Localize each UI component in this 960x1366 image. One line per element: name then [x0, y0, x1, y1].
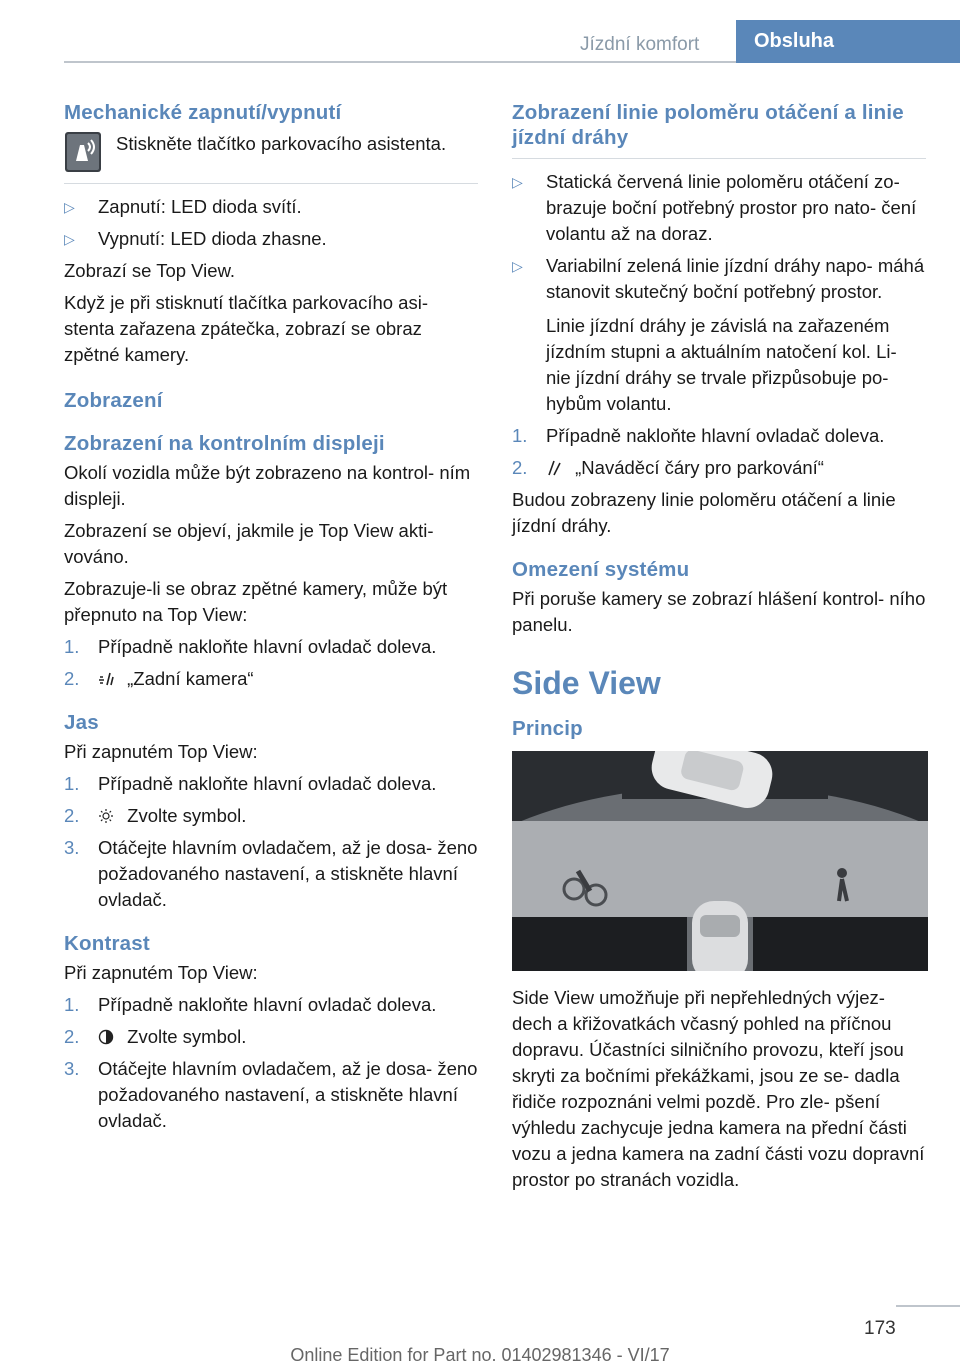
brightness-icon [98, 808, 114, 824]
list-text: „Naváděcí čáry pro parkování“ [575, 457, 824, 478]
paragraph: Zobrazení se objeví, jakmile je Top View akti‐ vováno. [64, 520, 434, 567]
list-number: 1. [64, 994, 80, 1015]
heading-lines: Zobrazení linie poloměru otáčení a linie jízdní dráhy [512, 101, 904, 149]
heading-brightness: Jas [64, 711, 99, 734]
right-column [512, 100, 926, 1199]
heading-principle: Princip [512, 717, 583, 740]
bullet-marker: ▷ [64, 231, 75, 247]
list-number: 2. [64, 1026, 80, 1047]
paragraph: Okolí vozidla může být zobrazeno na kontrol‐ ním displeji. [64, 462, 471, 509]
list-text: Případně nakloňte hlavní ovladač doleva. [98, 773, 437, 794]
list-item [64, 771, 478, 797]
list-number: 2. [512, 457, 528, 478]
list-text: Případně nakloňte hlavní ovladač doleva. [98, 636, 437, 657]
list-item [64, 634, 478, 660]
bullet-marker: ▷ [512, 258, 523, 274]
list-text: Zapnutí: LED dioda svítí. [98, 196, 302, 217]
page-number-line [896, 1305, 960, 1307]
heading-contrast: Kontrast [64, 932, 150, 955]
list-number: 2. [64, 668, 80, 689]
rear-camera-icon [98, 671, 114, 687]
parking-assist-button-icon [64, 131, 102, 173]
list-number: 3. [64, 837, 80, 858]
list-text: Zvolte symbol. [127, 805, 247, 826]
heading-mechanical: Mechanické zapnutí/vypnutí [64, 101, 342, 124]
divider [512, 158, 926, 159]
heading-system-limits: Omezení systému [512, 558, 690, 581]
contrast-icon [98, 1029, 114, 1045]
list-item [64, 803, 478, 829]
header-section: Jízdní komfort [580, 34, 700, 55]
heading-side-view: Side View [512, 665, 661, 701]
paragraph: Zobrazí se Top View. [64, 260, 236, 281]
list-number: 3. [64, 1058, 80, 1079]
paragraph: Zobrazuje-li se obraz zpětné kamery, může být přepnuto na Top View: [64, 578, 448, 625]
list-item [512, 455, 926, 481]
parking-guide-lines-icon [546, 460, 562, 476]
list-number: 1. [64, 773, 80, 794]
paragraph: Při poruše kamery se zobrazí hlášení kontrol‐ ního panelu. [512, 588, 926, 635]
parking-button-row [64, 131, 478, 173]
list-text: Vypnutí: LED dioda zhasne. [98, 228, 327, 249]
list-item [64, 992, 478, 1018]
list-text: Případně nakloňte hlavní ovladač doleva. [98, 994, 437, 1015]
list-item [512, 253, 926, 417]
bullet-marker: ▷ [64, 199, 75, 215]
list-text: Zvolte symbol. [127, 1026, 247, 1047]
list-number: 1. [64, 636, 80, 657]
own-car [692, 901, 748, 971]
heading-display: Zobrazení [64, 389, 163, 412]
list-text: Otáčejte hlavním ovladačem, až je dosa‐ ženo požadovaného nastavení, a stiskněte hlavní ovladač. [98, 837, 478, 910]
list-item [512, 423, 926, 449]
footer: Online Edition for Part no. 01402981346 - VI/17 [290, 1345, 670, 1365]
list-text: Otáčejte hlavním ovladačem, až je dosa‐ ženo požadovaného nastavení, a stiskněte hlavní ovladač. [98, 1058, 478, 1131]
list-item [64, 194, 478, 220]
list-item [64, 1024, 478, 1050]
list-number: 1. [512, 425, 528, 446]
list-item [64, 666, 478, 692]
list-text: Případně nakloňte hlavní ovladač doleva. [546, 425, 885, 446]
list-number: 2. [64, 805, 80, 826]
bullet-marker: ▷ [512, 174, 523, 190]
mech-text: Stiskněte tlačítko parkovacího asistenta. [116, 133, 447, 154]
left-column [64, 100, 478, 1140]
divider [64, 183, 478, 184]
heading-control-display: Zobrazení na kontrolním displeji [64, 432, 385, 455]
list-text: Statická červená linie poloměru otáčení zo‐ brazuje boční potřebný prostor pro nato‐ čení volantu až na doraz. [546, 171, 917, 244]
list-item [512, 169, 926, 247]
paragraph: Budou zobrazeny linie poloměru otáčení a linie jízdní dráhy. [512, 489, 896, 536]
header-tab: Obsluha [736, 20, 960, 63]
side-view-illustration [512, 751, 928, 971]
list-item [64, 1056, 478, 1134]
paragraph: Když je při stisknutí tlačítka parkovacího asi‐ stenta zařazena zpátečka, zobrazí se obraz zpětné kamery. [64, 292, 428, 365]
list-subtext: Linie jízdní dráhy je závislá na zařazeném jízdním stupni a aktuálním natočení kol. Li‐ nie jízdní dráhy se trvale přizpůsobuje po‐ hybům volantu. [546, 315, 897, 414]
paragraph: Side View umožňuje při nepřehledných výjez‐ dech a křižovatkách včasný pohled na příčnou dopravu. Účastníci silničního provozu, kteří jsou skryti za bočními překážkami, jsou ze se‐ dadla řidiče rozpoznáni velmi pozdě. Pro zle‐ pšení výhledu zachycuje jedna kamera na přední části vozu a jedna kamera na zadní části vozu dopravní prostor po stranách vozidla. [512, 987, 925, 1190]
paragraph: Při zapnutém Top View: [64, 741, 258, 762]
paragraph: Při zapnutém Top View: [64, 962, 258, 983]
list-item [64, 226, 478, 252]
list-text: „Zadní kamera“ [127, 668, 254, 689]
page-number: 173 [864, 1318, 896, 1339]
list-text: Variabilní zelená linie jízdní dráhy napo‐ máhá stanovit skutečný boční potřebný prostor. [546, 255, 925, 302]
list-item [64, 835, 478, 913]
